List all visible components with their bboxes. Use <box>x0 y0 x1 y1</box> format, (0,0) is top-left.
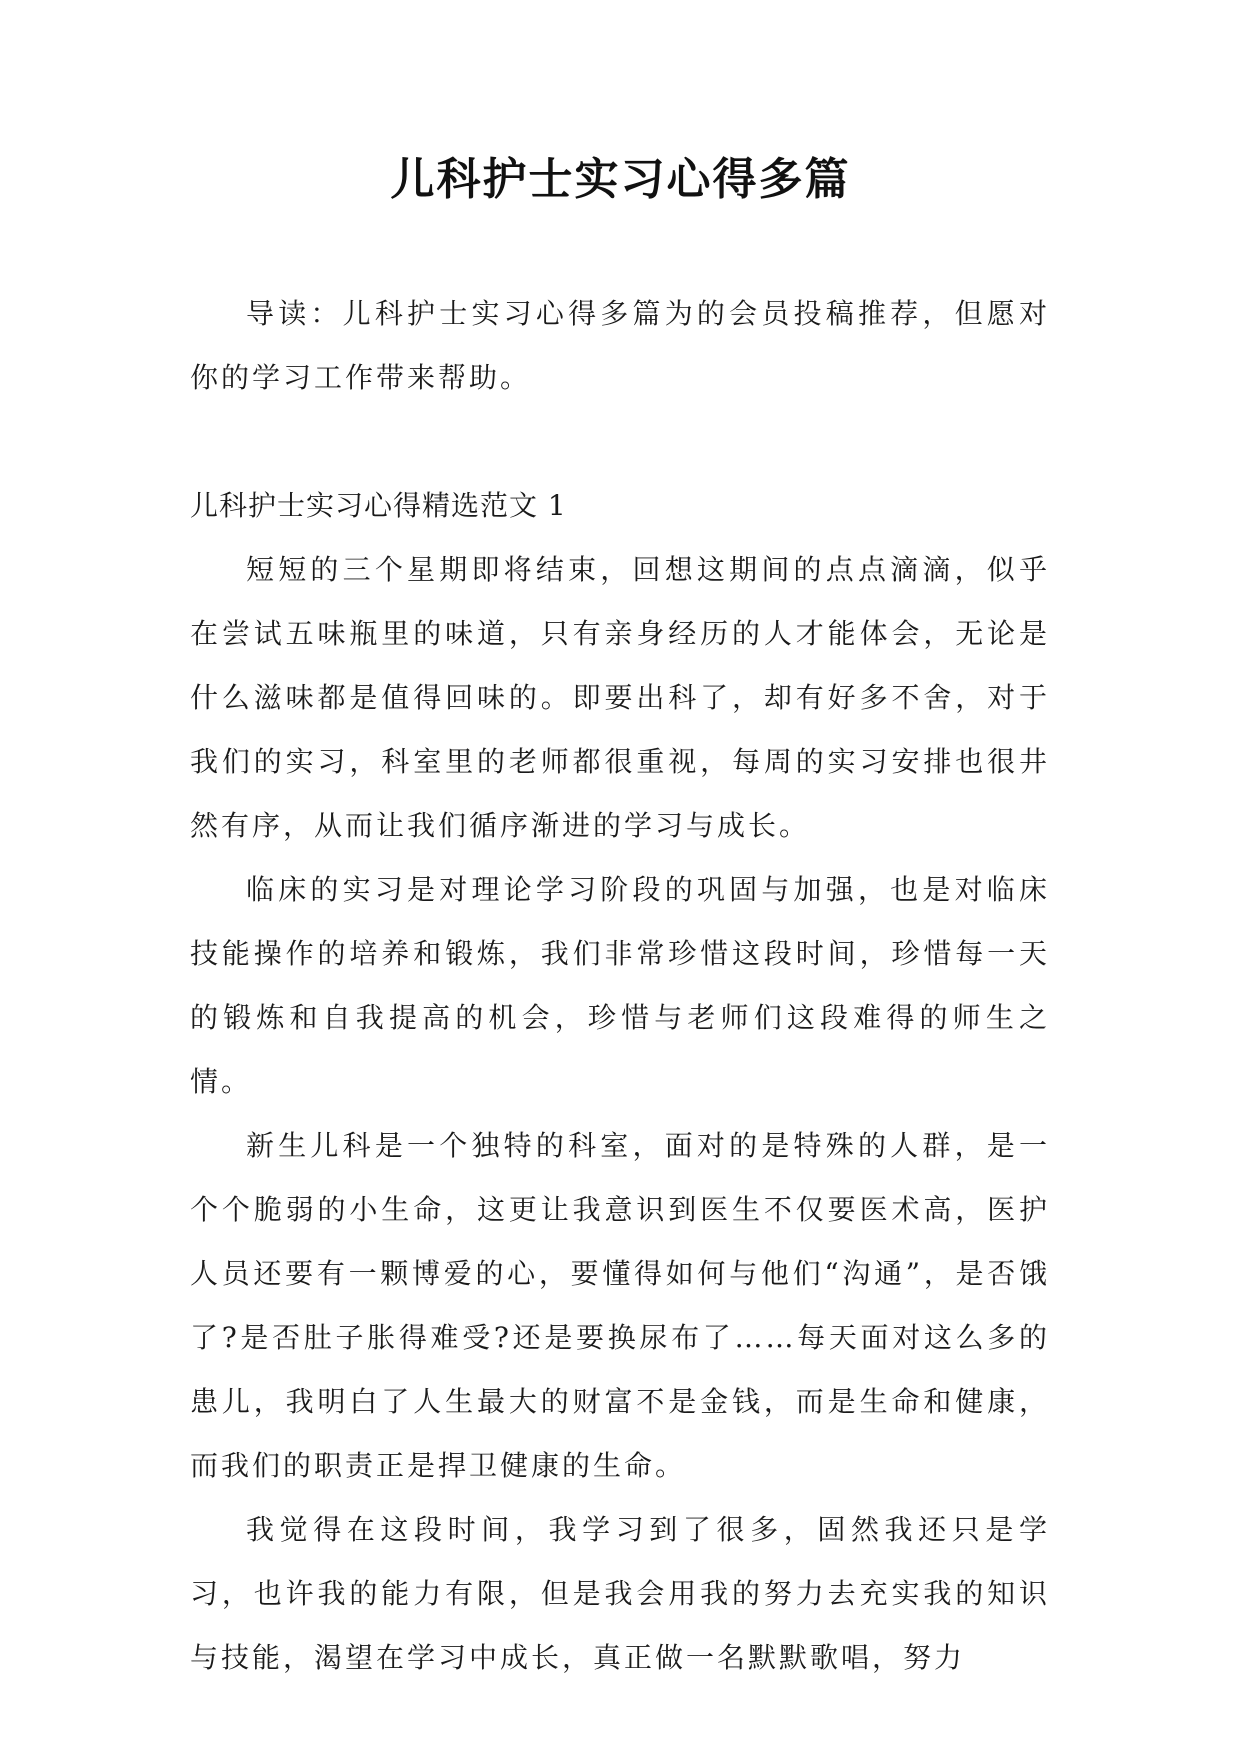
document-body <box>190 282 1050 1690</box>
body-paragraph: 临床的实习是对理论学习阶段的巩固与加强，也是对临床技能操作的培养和锻炼，我们非常珍惜这段时间，珍惜每一天的锻炼和自我提高的机会，珍惜与老师们这段难得的师生之情。 <box>190 873 1050 1098</box>
body-paragraph: 我觉得在这段时间，我学习到了很多，固然我还只是学习，也许我的能力有限，但是我会用我的努力去充实我的知识与技能，渴望在学习中成长，真正做一名默默歌唱，努力 <box>190 1513 1050 1674</box>
body-paragraph: 新生儿科是一个独特的科室，面对的是特殊的人群，是一个个脆弱的小生命，这更让我意识到医生不仅要医术高，医护人员还要有一颗博爱的心，要懂得如何与他们“沟通”，是否饿了?是否肚子胀得难受?还是要换尿布了……每天面对这么多的患儿，我明白了人生最大的财富不是金钱，而是生命和健康，而我们的职责正是捍卫健康的生命。 <box>190 1129 1050 1482</box>
section-heading: 儿科护士实习心得精选范文 1 <box>190 489 567 522</box>
document-title: 儿科护士实习心得多篇 <box>390 154 851 205</box>
body-paragraph: 短短的三个星期即将结束，回想这期间的点点滴滴，似乎在尝试五味瓶里的味道，只有亲身经历的人才能体会，无论是什么滋味都是值得回味的。即要出科了，却有好多不舍，对于我们的实习，科室里的老师都很重视，每周的实习安排也很井然有序，从而让我们循序渐进的学习与成长。 <box>190 553 1050 842</box>
intro-paragraph: 导读：儿科护士实习心得多篇为的会员投稿推荐，但愿对你的学习工作带来帮助。 <box>190 297 1050 394</box>
